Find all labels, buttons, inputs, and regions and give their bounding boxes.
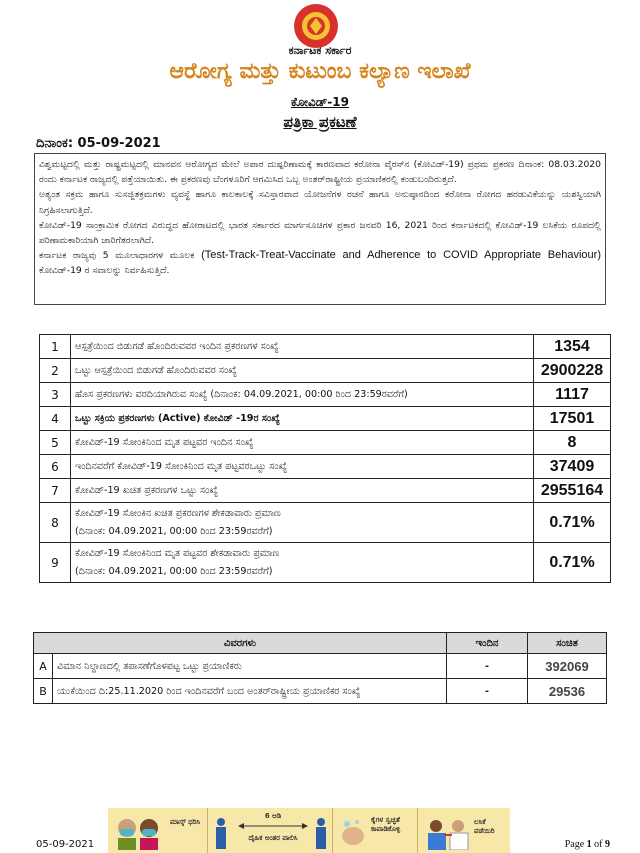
table-row: [40, 431, 611, 455]
header-details: ವಿವರಗಳು: [34, 633, 447, 654]
row-description: ಒಟ್ಟು ಆಸ್ಪತ್ರೆಯಿಂದ ಬಿಡುಗಡೆ ಹೊಂದಿರುವವರ ಸಂಖ್ಯೆ: [71, 359, 534, 383]
table-row: [40, 479, 611, 503]
row-letter: B: [34, 679, 53, 704]
table-row: [40, 503, 611, 543]
row-description: ಕೋವಿಡ್-19 ಖಚಿತ ಪ್ರಕರಣಗಳ ಒಟ್ಟು ಸಂಖ್ಯೆ: [71, 479, 534, 503]
row-value: 37409: [534, 455, 611, 479]
distance-arrow-icon: [238, 822, 308, 830]
row-description: ಆಸ್ಪತ್ರೆಯಿಂದ ಬಿಡುಗಡೆ ಹೊಂದಿರುವವರ ಇಂದಿನ ಪ್ರಕರಣಗಳ ಸಂಖ್ಯೆ: [71, 335, 534, 359]
person-icon: [314, 818, 328, 850]
table-row: [40, 359, 611, 383]
row-description: ಕೋವಿಡ್-19 ಸೋಂಕಿನಿಂದ ಮೃತ ಪಟ್ಟವರ ಇಂದಿನ ಸಂಖ್ಯೆ: [71, 431, 534, 455]
press-release-title: ಪತ್ರಿಕಾ ಪ್ರಕಟಣೆ: [283, 113, 357, 131]
table-row: [40, 383, 611, 407]
row-number: 5: [40, 431, 71, 455]
banner-vaccine-section: [418, 808, 510, 853]
intro-paragraph-1: ವಿಶ್ವಮಟ್ಟದಲ್ಲಿ ಮತ್ತು ರಾಷ್ಟ್ರಮಟ್ಟದಲ್ಲಿ ಮಾನವನ ಆರೋಗ್ಯದ ಮೇಲೆ ಅಪಾರ ದುಷ್ಪರಿಣಾಮಕ್ಕೆ ಕಾರಣವಾದ ಕರೋನಾ ವೈರಸ್‌ನ (ಕೋವಿಡ್-19) ಪ್ರಥಮ ಪ್ರಕರಣ ದಿನಾಂಕ: 08.03.2020 ರಂದು ಕರ್ನಾಟಕ ರಾಜ್ಯದಲ್ಲಿ ಪತ್ತೆಯಾಯಿತು. ಈ ಪ್ರಕರಣವು ಬೆಂಗಳೂರಿಗೆ ಆಗಮಿಸಿದ ಒಬ್ಬ ಅಂತರ್‌ರಾಷ್ಟ್ರೀಯ ಪ್ರಯಾಣಿಕರಲ್ಲಿ ಕಂಡುಬಂದಿರುತ್ತದೆ.: [39, 159, 601, 186]
row-today: -: [447, 679, 528, 704]
row-number: 9: [40, 543, 71, 583]
page-number: Page 1 of 9: [564, 839, 610, 850]
row-value: 2900228: [534, 359, 611, 383]
banner-distance-text: ದೈಹಿಕ ಅಂತರ ಪಾಲಿಸಿ: [248, 834, 298, 842]
row-value: 1117: [534, 383, 611, 407]
row-number: 2: [40, 359, 71, 383]
row-cumulative: 392069: [528, 654, 607, 679]
intro-text-box: [34, 153, 606, 305]
intro-paragraph-2: ಅತ್ಯಂತ ಸಕ್ರಮ ಹಾಗೂ ಸುಸಜ್ಜಿತಕ್ರಮಗಳು ವ್ಯವಸ್ಥೆ ಹಾಗೂ ಕಾಲಕಾಲಕ್ಕೆ ಸವಿಸ್ತಾರವಾದ ಯೋಜನೆಗಳ ರಚನೆ ಹಾಗೂ ಅನುಷ್ಠಾನದಿಂದ ಕರೋನಾ ರೋಗದ ಹರಡುವಿಕೆಯನ್ನು ಯಶಸ್ವಿಯಾಗಿ ನಿಗ್ರಹಿಸಲಾಗುತ್ತಿದೆ.: [39, 189, 601, 216]
banner-mask-text: ಮಾಸ್ಕ್ ಧರಿಸಿ: [170, 818, 201, 826]
row-description: ಕೋವಿಡ್-19 ಸೋಂಕಿನ ಖಚಿತ ಪ್ರಕರಣಗಳ ಶೇಕಡಾವಾರು ಪ್ರಮಾಣ (ದಿನಾಂಕ: 04.09.2021, 00:00 ರಿಂದ 23:59ರವರೆಗೆ): [71, 503, 534, 543]
vaccination-icon: [424, 816, 470, 850]
row-number: 6: [40, 455, 71, 479]
footer-date: 05-09-2021: [36, 839, 95, 850]
row-number: 1: [40, 335, 71, 359]
masked-people-icon: [114, 816, 164, 850]
intro-paragraph-3: ಕೋವಿಡ್-19 ಸಾಂಕ್ರಾಮಿಕ ರೋಗದ ವಿರುದ್ಧದ ಹೋರಾಟದಲ್ಲಿ ಭಾರತ ಸರ್ಕಾರದ ಮಾರ್ಗಸೂಚಿಗಳ ಪ್ರಕಾರ ಜನವರಿ 16, 2021 ರಿಂದ ಕರ್ನಾಟಕದಲ್ಲಿ ಕೋವಿಡ್-19 ಲಸಿಕೆಯ ರೂಪದಲ್ಲಿ ಪರಿಣಾಮಕಾರಿಯಾಗಿ ಜಾರಿಗೆತರಲಾಗಿದೆ.: [39, 219, 601, 247]
covid-label: ಕೋವಿಡ್-19: [291, 95, 349, 109]
row-description: ಹೊಸ ಪ್ರಕರಣಗಳು ವರದಿಯಾಗಿರುವ ಸಂಖ್ಯೆ (ದಿನಾಂಕ: 04.09.2021, 00:00 ರಿಂದ 23:59ರವರೆಗೆ): [71, 383, 534, 407]
row-number: 8: [40, 503, 71, 543]
row-today: -: [447, 654, 528, 679]
row-number: 3: [40, 383, 71, 407]
row-value: 0.71%: [534, 503, 611, 543]
header-cumulative: ಸಂಚಿತ: [528, 633, 607, 654]
table-header-row: [34, 633, 607, 654]
banner-hands-section: [333, 808, 418, 853]
row-value: 0.71%: [534, 543, 611, 583]
row-number: 7: [40, 479, 71, 503]
row-description: ಕೋವಿಡ್-19 ಸೋಂಕಿನಿಂದ ಮೃತ ಪಟ್ಟವರ ಶೇಕಡಾವಾರು ಪ್ರಮಾಣ (ದಿನಾಂಕ: 04.09.2021, 00:00 ರಿಂದ 23:59ರವರೆಗೆ): [71, 543, 534, 583]
department-title: ಆರೋಗ್ಯ ಮತ್ತು ಕುಟುಂಬ ಕಲ್ಯಾಣ ಇಲಾಖೆ: [169, 59, 471, 84]
row-description: ಇಂದಿನವರೆಗೆ ಕೋವಿಡ್-19 ಸೋಂಕಿನಿಂದ ಮೃತ ಪಟ್ಟವರಒಟ್ಟು ಸಂಖ್ಯೆ: [71, 455, 534, 479]
release-date: ದಿನಾಂಕ: 05-09-2021: [36, 136, 161, 151]
row-description: ವಿಮಾನ ನಿಲ್ದಾಣದಲ್ಲಿ ತಪಾಸಣೆಗೊಳಪಟ್ಟ ಒಟ್ಟು ಪ್ರಯಾಣಿಕರು: [53, 654, 447, 679]
hand-wash-icon: [339, 818, 367, 848]
row-value: 2955164: [534, 479, 611, 503]
table-row: [40, 543, 611, 583]
banner-mask-section: [108, 808, 208, 853]
table-row: [40, 407, 611, 431]
table-row: [34, 654, 607, 679]
intro-paragraph-4: ಕರ್ನಾಟಕ ರಾಜ್ಯವು 5 ಮೂಲಾಧಾರಗಳ ಮೂಲಕ (Test-Track-Treat-Vaccinate and Adherence to COVID Appropriate Behaviour) ಕೋವಿಡ್-19 ರ ಸವಾಲನ್ನು ನಿರ್ವಹಿಸುತ್ತಿದೆ.: [39, 249, 601, 277]
row-cumulative: 29536: [528, 679, 607, 704]
row-value: 17501: [534, 407, 611, 431]
covid-stats-table: [39, 334, 611, 583]
banner-hands-text: ಕೈಗಳ ಸ್ವಚ್ಛತೆ ಕಾಪಾಡಿಕೊಳ್ಳಿ: [371, 816, 401, 833]
row-number: 4: [40, 407, 71, 431]
row-letter: A: [34, 654, 53, 679]
table-row: [40, 455, 611, 479]
government-name: ಕರ್ನಾಟಕ ಸರ್ಕಾರ: [288, 44, 352, 57]
row-description: ಒಟ್ಟು ಸಕ್ರಿಯ ಪ್ರಕರಣಗಳು (Active) ಕೋವಿಡ್ -19ರ ಸಂಖ್ಯೆ: [71, 407, 534, 431]
table-row: [40, 335, 611, 359]
table-row: [34, 679, 607, 704]
banner-distance-section: [208, 808, 333, 853]
travel-stats-table: [33, 632, 607, 704]
header-today: ಇಂದಿನ: [447, 633, 528, 654]
banner-vaccine-text: ಲಸಿಕೆ ಪಡೆಯಿರಿ: [474, 818, 495, 835]
row-value: 8: [534, 431, 611, 455]
karnataka-emblem-icon: [287, 2, 345, 50]
row-description: ಯುಕೆಯಿಂದ ದಿ:25.11.2020 ರಿಂದ ಇಂದಿನವರೆಗೆ ಬಂದ ಅಂತರ್‌ರಾಷ್ಟ್ರೀಯ ಪ್ರಯಾಣಿಕರ ಸಂಖ್ಯೆ: [53, 679, 447, 704]
covid-behaviour-banner: [108, 808, 510, 853]
banner-distance-feet: 6 ಅಡಿ: [264, 812, 282, 820]
person-icon: [214, 818, 228, 850]
row-value: 1354: [534, 335, 611, 359]
